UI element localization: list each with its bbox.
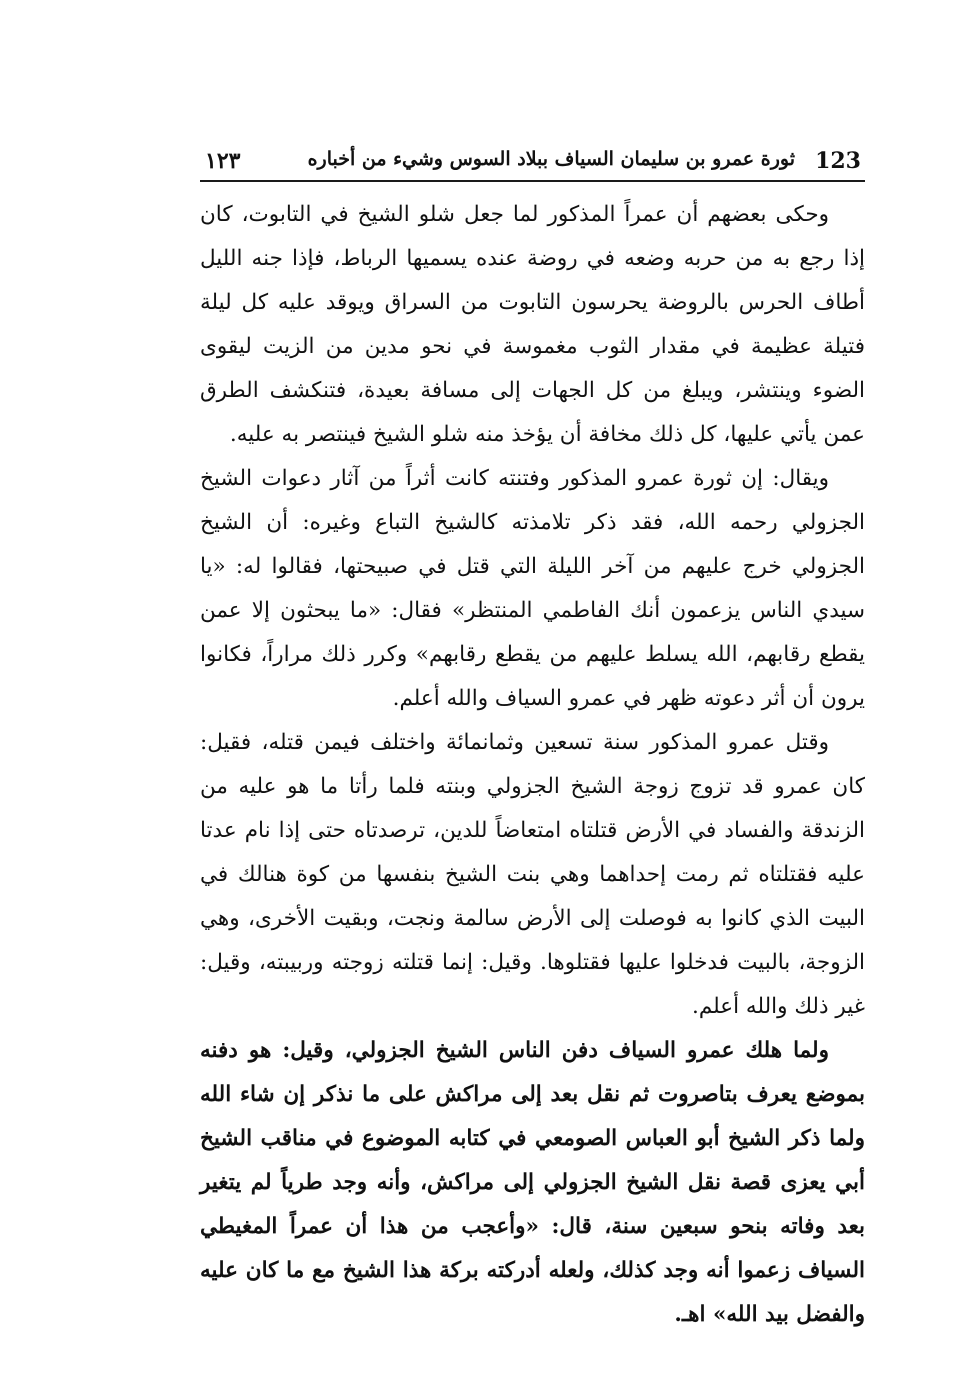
page-header xyxy=(200,140,865,182)
page-number-arabic: ١٢٣ xyxy=(205,148,241,174)
paragraph: ولما هلك عمرو السياف دفن الناس الشيخ الجزولي، وقيل: هو دفنه بموضع يعرف بتاصروت ثم نقل بعد إلى مراكش على ما نذكر إن شاء الله ولما ذكر الشيخ أبو العباس الصومعي في كتابه الموضوع في مناقب الشيخ أبي يعزى قصة نقل الشيخ الجزولي إلى مراكش، وأنه وجد طرياً لم يتغير بعد وفاته بنحو سبعين سنة، قال: «وأعجب من هذا أن عمراً المغيطي السياف زعموا أنه وجد كذلك، ولعله أدركته بركة هذا الشيخ مع ما كان عليه والفضل بيد الله» اهـ. xyxy=(200,1038,865,1327)
body-text xyxy=(200,193,865,1337)
paragraph: وقتل عمرو المذكور سنة تسعين وثمانمائة واختلف فيمن قتله، فقيل: كان عمرو قد تزوج زوجة الشيخ الجزولي وبنته فلما رأتا ما هو عليه من الزندقة والفساد في الأرض قتلتاه امتعاضاً للدين، ترصدتاه حتى إذا نام عدتا عليه فقتلتاه ثم رمت إحداهما وهي بنت الشيخ بنفسها من كوة هنالك في البيت الذي كانوا به فوصلت إلى الأرض سالمة ونجت، وبقيت الأخرى، وهي الزوجة، بالبيت فدخلوا عليها فقتلوها. وقيل: إنما قتلته زوجته وربيبته، وقيل: غير ذلك والله أعلم. xyxy=(200,730,865,1019)
page-number-latin: 123 xyxy=(815,148,861,174)
paragraph: وحكى بعضهم أن عمراً المذكور لما جعل شلو الشيخ في التابوت، كان إذا رجع به من حربه وضعه في روضة عنده يسميها الرباط، فإذا جنه الليل أطاف الحرس بالروضة يحرسون التابوت من السراق ويوقد عليه كل ليلة فتيلة عظيمة في مقدار الثوب مغموسة في نحو مدين من الزيت ليقوى الضوء وينتشر، ويبلغ من كل الجهات إلى مسافة بعيدة، فتنكشف الطرق عمن يأتي عليها، كل ذلك مخافة أن يؤخذ منه شلو الشيخ فينتصر به عليه. xyxy=(200,202,865,447)
running-title: ثورة عمرو بن سليمان السياف ببلاد السوس وشيء من أخباره xyxy=(307,148,795,170)
paragraph: ويقال: إن ثورة عمرو المذكور وفتنته كانت أثراً من آثار دعوات الشيخ الجزولي رحمه الله، فقد ذكر تلامذته كالشيخ التباع وغيره: أن الشيخ الجزولي خرج عليهم من آخر الليلة التي قتل في صبيحتها، فقالوا له: «يا سيدي الناس يزعمون أنك الفاطمي المنتظر» فقال: «ما يبحثون إلا عمن يقطع رقابهم، الله يسلط عليهم من يقطع رقابهم» وكرر ذلك مراراً، فكانوا يرون أن أثر دعوته ظهر في عمرو السياف والله أعلم. xyxy=(200,466,865,711)
